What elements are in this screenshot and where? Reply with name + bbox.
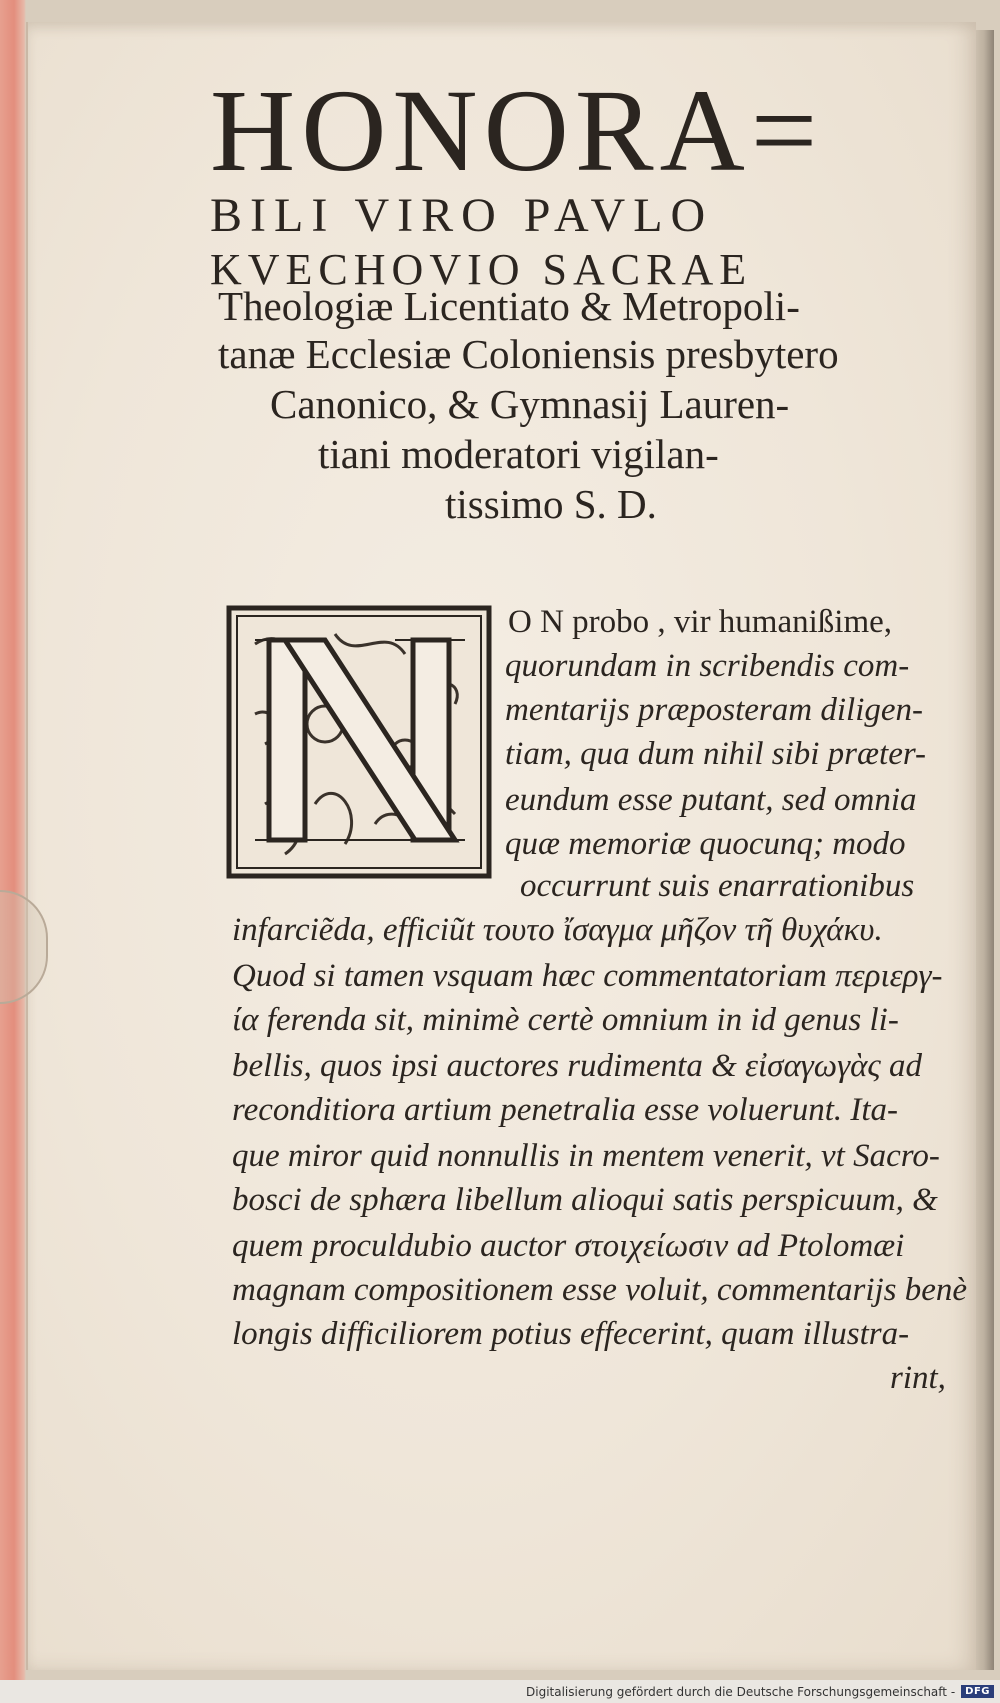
body-line: ία ferenda sit, minimè certè omnium in id genus li- <box>232 1002 899 1038</box>
decorated-initial-n <box>225 604 493 880</box>
heading-subline: Theologiæ Licentiato & Metropoli- <box>218 283 800 329</box>
body-line: quorundam in scribendis com- <box>505 648 910 684</box>
heading-line-1: HONORA= <box>210 65 824 196</box>
footer-credit-text: Digitalisierung gefördert durch die Deutsche Forschungsgemeinschaft - <box>526 1684 956 1699</box>
body-line: quæ memoriæ quocunq; modo <box>505 826 906 862</box>
body-line: eundum esse putant, sed omnia <box>505 782 917 818</box>
heading-subline: Canonico, & Gymnasij Lauren- <box>270 381 790 427</box>
body-line: tiam, qua dum nihil sibi præter- <box>505 736 927 772</box>
heading-subline: tiani moderatori vigilan- <box>318 431 719 477</box>
body-line: reconditiora artium penetralia esse voluerunt. Ita- <box>232 1092 899 1128</box>
dfg-logo: DFG <box>961 1685 994 1698</box>
body-line: quem proculdubio auctor στοιχείωσιν ad Ptolomæi <box>232 1228 905 1264</box>
body-line: bellis, quos ipsi auctores rudimenta & εἰσαγωγὰς ad <box>232 1048 923 1084</box>
body-line: longis difficiliorem potius effecerint, quam illustra- <box>232 1316 910 1352</box>
catchword: rint, <box>890 1360 946 1396</box>
heading-line-3: KVECHOVIO SACRAE <box>210 245 753 294</box>
body-line: Quod si tamen vsquam hæc commentatoriam περιεργ- <box>232 958 943 994</box>
body-line: O N probo , vir humanißime, <box>508 604 893 640</box>
body-line: magnam compositionem esse voluit, commentarijs benè <box>232 1272 968 1308</box>
body-line: mentarijs præposteram diligen- <box>505 692 923 728</box>
body-line: infarciẽda, efficiũt τουτο ἴσαγμα μῆζον τῆ θυχάκυ. <box>232 912 883 948</box>
page-edge <box>974 30 994 1670</box>
body-line: occurrunt suis enarrationibus <box>520 868 915 904</box>
digitization-footer <box>0 1680 1000 1703</box>
heading-line-2: BILI VIRO PAVLO <box>210 189 714 242</box>
heading-subline: tanæ Ecclesiæ Coloniensis presbytero <box>218 331 839 377</box>
body-line: bosci de sphæra libellum alioqui satis perspicuum, & <box>232 1182 938 1218</box>
body-line: que miror quid nonnullis in mentem venerit, vt Sacro- <box>232 1138 940 1174</box>
heading-subline: tissimo S. D. <box>445 481 657 527</box>
